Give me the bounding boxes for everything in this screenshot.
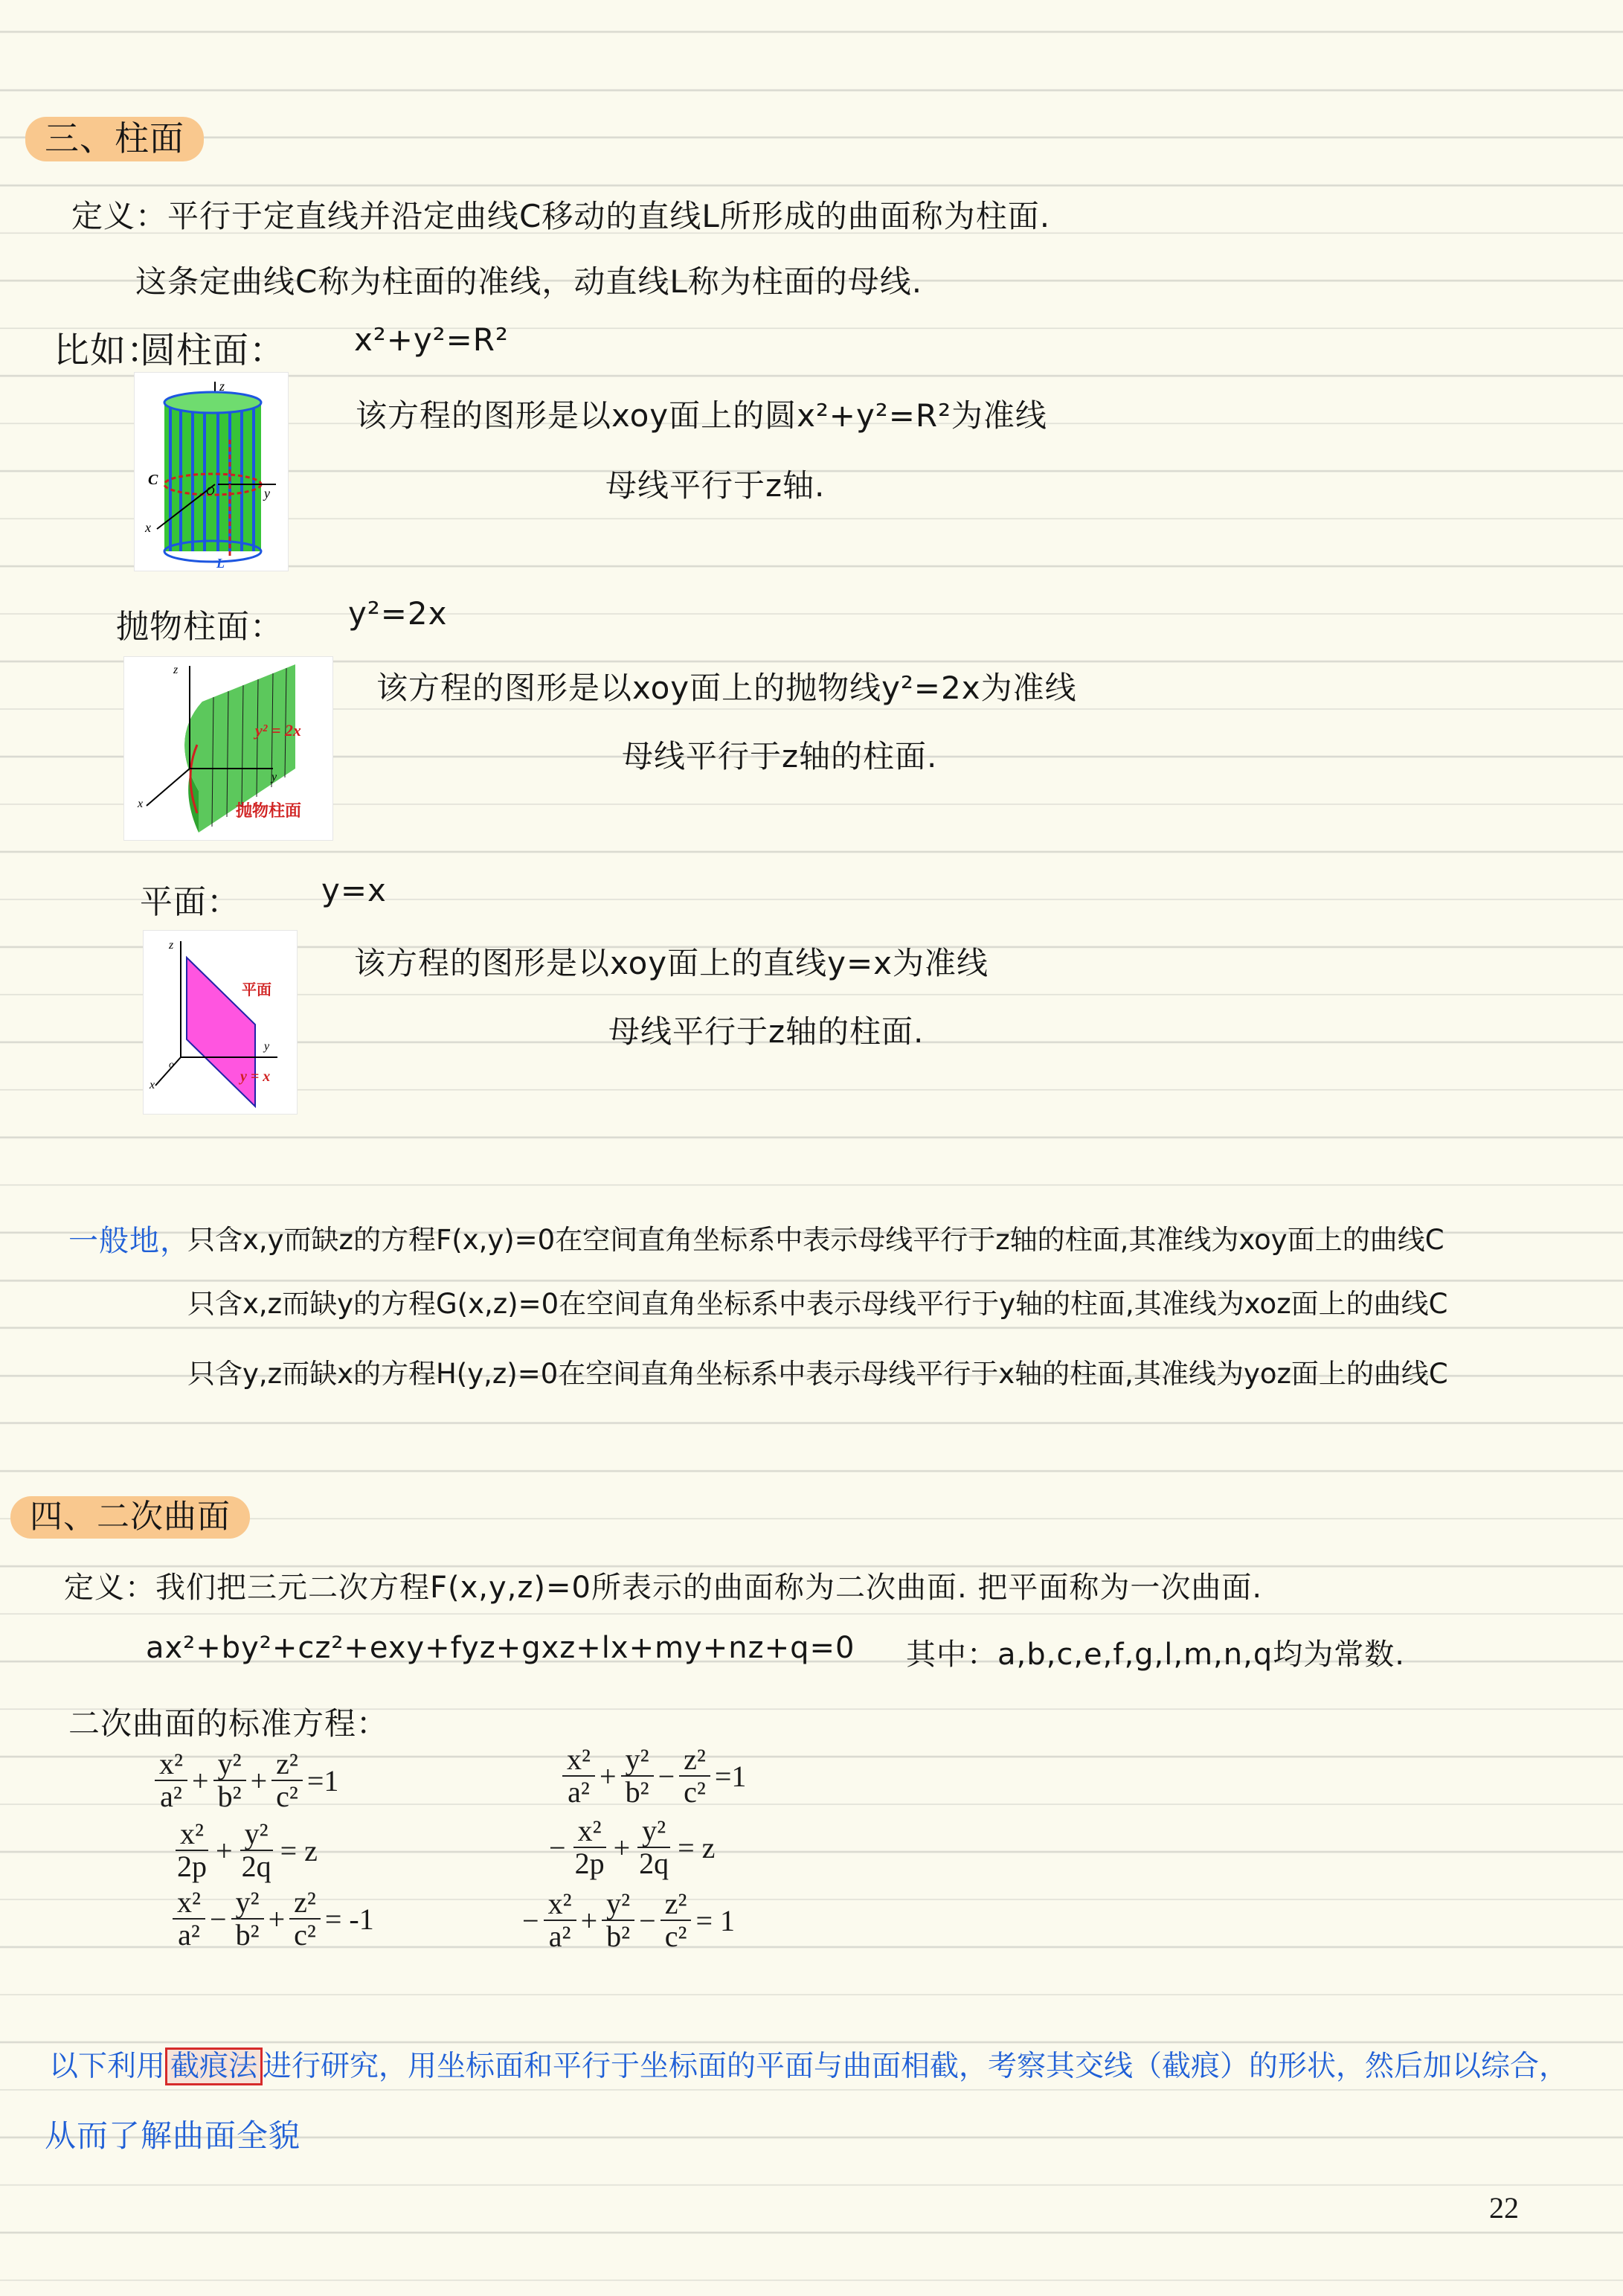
general-quadric-equation: ax²+by²+cz²+exy+fyz+gxz+lx+my+nz+q=0 — [146, 1631, 855, 1665]
axis-z-label: z — [173, 664, 179, 676]
section3-heading: 三、柱面 — [25, 112, 204, 161]
circular-cylinder-desc2: 母线平行于z轴. — [605, 467, 826, 504]
std-equation-5: $\frac{\text{x²}}{\text{a²}}$ − $\frac{\text{y²}}{\text{b²}}$ + $\frac{\text{z²}}{\text{c²}}$ = -1 — [168, 1887, 374, 1951]
circular-cylinder-figure — [134, 372, 289, 571]
plane-desc2: 母线平行于z轴的柱面. — [608, 1013, 925, 1050]
axis-x-label: x — [150, 1079, 155, 1091]
plane-equation: y=x — [321, 872, 387, 908]
axis-z-label: z — [169, 939, 174, 952]
section4-heading: 四、二次曲面 — [10, 1489, 250, 1537]
std-equation-6: − $\frac{\text{x²}}{\text{a²}}$ + $\frac{\text{y²}}{\text{b²}}$ − $\frac{\text{z²}}{\text{c²}}$ = 1 — [522, 1887, 735, 1953]
parabolic-cylinder-name-label: 抛物柱面 — [236, 802, 302, 821]
axis-y-label: y — [264, 1040, 270, 1053]
axis-z-label: z — [219, 379, 225, 394]
page-number: 22 — [1489, 2191, 1519, 2225]
std-equation-1: $\frac{\text{x²}}{\text{a²}}$ + $\frac{\text{y²}}{\text{b²}}$ + $\frac{\text{z²}}{\text{c²}}$ =1 — [150, 1748, 338, 1812]
line-l-label: L — [216, 556, 225, 571]
general-statement-2: 只含x,z而缺y的方程G(x,z)=0在空间直角坐标系中表示母线平行于y轴的柱面,其准线为xoz面上的曲线C — [187, 1288, 1448, 1320]
general-quadric-note: 其中：a,b,c,e,f,g,l,m,n,q均为常数. — [906, 1638, 1405, 1672]
circular-cylinder-equation: x²+y²=R² — [354, 321, 509, 358]
parabolic-cylinder-desc2: 母线平行于z轴的柱面. — [622, 738, 938, 775]
parabolic-cylinder-figure — [123, 656, 333, 841]
plane-figure — [143, 930, 298, 1115]
curve-c-label: C — [148, 472, 158, 488]
origin-label: o — [169, 1059, 174, 1071]
section-method-line1: 以下利用 截痕法 进行研究，用坐标面和平行于坐标面的平面与曲面相截，考察其交线（截痕）的形状，然后加以综合， — [49, 2043, 1568, 2085]
parabolic-cylinder-equation: y²=2x — [348, 595, 448, 632]
std-equation-3: $\frac{\text{x²}}{2p}$ + $\frac{\text{y²}}{2q}$ = z — [177, 1817, 318, 1883]
example-label: 比如： — [54, 330, 164, 371]
circular-cylinder-desc1: 该方程的图形是以xoy面上的圆x²+y²=R²为准线 — [356, 397, 1047, 434]
circular-cylinder-title: 圆柱面： — [140, 330, 286, 371]
plane-title: 平面： — [140, 883, 240, 921]
plane-line-equation-label: y = x — [240, 1068, 271, 1085]
cylinder-definition-line2: 这条定曲线C称为柱面的准线，动直线L称为柱面的母线. — [135, 263, 923, 300]
parabolic-cylinder-title: 抛物柱面： — [116, 608, 283, 646]
axis-x-label: x — [145, 520, 151, 535]
axis-y-label: y — [264, 486, 270, 501]
standard-forms-title: 二次曲面的标准方程： — [68, 1705, 389, 1742]
general-statement-3: 只含y,z而缺x的方程H(y,z)=0在空间直角坐标系中表示母线平行于x轴的柱面,其准线为yoz面上的曲线C — [187, 1358, 1448, 1390]
parabolic-cylinder-desc1: 该方程的图形是以xoy面上的抛物线y²=2x为准线 — [376, 670, 1077, 706]
plane-desc1: 该方程的图形是以xoy面上的直线y=x为准线 — [354, 945, 989, 981]
axis-x-label: x — [138, 798, 144, 810]
std-equation-2: $\frac{\text{x²}}{\text{a²}}$ + $\frac{\text{y²}}{\text{b²}}$ − $\frac{\text{z²}}{\text{c²}}$ =1 — [558, 1744, 746, 1808]
parabola-equation-label: y² = 2x — [255, 721, 301, 740]
general-label: 一般地， — [68, 1224, 190, 1258]
trace-method-highlight: 截痕法 — [165, 2048, 263, 2085]
general-statement-1: 只含x,y而缺z的方程F(x,y)=0在空间直角坐标系中表示母线平行于z轴的柱面,其准线为xoy面上的曲线C — [187, 1224, 1444, 1256]
section-method-line2: 从而了解曲面全貌 — [45, 2117, 301, 2154]
origin-label: O — [206, 485, 215, 498]
axis-y-label: y — [271, 771, 277, 783]
plane-name-label: 平面 — [242, 981, 271, 998]
std-equation-4: − $\frac{\text{x²}}{2p}$ + $\frac{\text{y²}}{2q}$ = z — [549, 1814, 716, 1880]
quadric-definition: 定义：我们把三元二次方程F(x,y,z)=0所表示的曲面称为二次曲面. 把平面称为一次曲面. — [64, 1571, 1263, 1605]
cylinder-definition-line1: 定义：平行于定直线并沿定曲线C移动的直线L所形成的曲面称为柱面. — [71, 198, 1051, 234]
